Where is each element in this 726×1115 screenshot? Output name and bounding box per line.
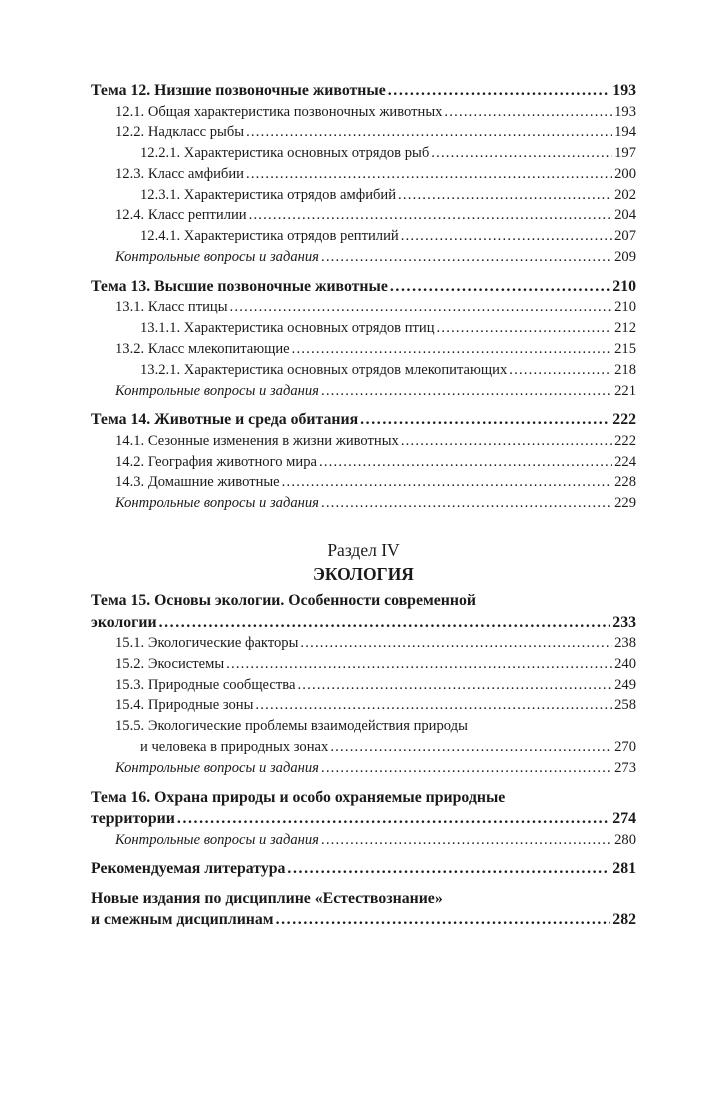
toc-entry[interactable]: [91, 207, 636, 228]
dot-leader: [330, 739, 612, 756]
dot-leader: [444, 104, 612, 121]
toc-topic-heading[interactable]: [91, 810, 636, 832]
dot-leader: [159, 614, 611, 632]
toc-entry[interactable]: [91, 656, 636, 677]
dot-leader: [246, 166, 612, 183]
page-number: 228: [614, 474, 636, 491]
entry-title: Тема 14. Животные и среда обитания: [91, 411, 359, 429]
entry-title: Контрольные вопросы и задания: [115, 759, 319, 776]
dot-leader: [321, 760, 612, 777]
page-number: 197: [614, 145, 636, 162]
entry-title: 13.2.1. Характеристика основных отрядов млекопитающих: [140, 361, 508, 378]
entry-title: 15.4. Природные зоны: [115, 697, 254, 714]
entry-title: 13.1.1. Характеристика основных отрядов птиц: [140, 320, 435, 337]
toc-topic: [91, 789, 636, 853]
entry-title: и человека в природных зонах: [140, 739, 329, 756]
entry-title: 15.2. Экосистемы: [115, 655, 225, 672]
page-number: 221: [614, 382, 636, 399]
page-number: 212: [614, 320, 636, 337]
dot-leader: [282, 474, 612, 491]
dot-leader: [276, 911, 611, 929]
page-number: 249: [614, 676, 636, 693]
toc-topic-heading[interactable]: [91, 890, 636, 912]
part-heading: [91, 538, 636, 586]
page-number: 207: [614, 228, 636, 245]
entry-title: Тема 16. Охрана природы и особо охраняемые природные: [91, 788, 506, 806]
page-number: 240: [614, 655, 636, 672]
entry-title: Тема 12. Низшие позвоночные животные: [91, 82, 386, 99]
dot-leader: [390, 278, 610, 296]
dot-leader: [431, 145, 612, 162]
toc-topic-heading[interactable]: [91, 911, 636, 933]
page-number: 229: [614, 495, 636, 512]
dot-leader: [509, 362, 612, 379]
toc-entry[interactable]: [91, 341, 636, 362]
page-number: 281: [612, 860, 636, 878]
toc-topic-heading[interactable]: [91, 82, 636, 104]
toc-entry[interactable]: [91, 760, 636, 781]
entry-title: 12.1. Общая характеристика позвоночных животных: [115, 103, 443, 120]
entry-title: 12.3. Класс амфибии: [115, 165, 244, 182]
toc-topic: [91, 411, 636, 516]
toc-topic: [91, 278, 636, 403]
toc-entry[interactable]: [91, 145, 636, 166]
toc-entry[interactable]: [91, 697, 636, 718]
toc-entry[interactable]: [91, 187, 636, 208]
dot-leader: [401, 433, 612, 450]
dot-leader: [300, 635, 612, 652]
part-title: ЭКОЛОГИЯ: [313, 564, 414, 585]
toc-entry[interactable]: [91, 383, 636, 404]
entry-title: 13.2. Класс млекопитающие: [115, 340, 290, 357]
page-number: 274: [612, 810, 636, 828]
entry-title: Тема 15. Основы экологии. Особенности современной: [91, 592, 476, 610]
dot-leader: [321, 832, 612, 849]
toc-entry[interactable]: [91, 718, 636, 739]
page-number: 273: [614, 759, 636, 776]
dot-leader: [360, 411, 610, 429]
page-number: 224: [614, 453, 636, 470]
toc-entry[interactable]: [91, 495, 636, 516]
dot-leader: [401, 228, 612, 245]
page-number: 204: [614, 207, 636, 224]
toc-topic: [91, 890, 636, 933]
toc-entry[interactable]: [91, 104, 636, 125]
toc-topic-heading[interactable]: [91, 278, 636, 300]
entry-title: экологии: [91, 613, 157, 631]
page-number: 193: [612, 82, 636, 99]
toc-topic: [91, 82, 636, 270]
toc-topic-heading[interactable]: [91, 860, 636, 882]
entry-title: 13.1. Класс птицы: [115, 299, 228, 316]
toc-topic: [91, 860, 636, 882]
toc-topic-heading[interactable]: [91, 592, 636, 614]
page-number: 193: [614, 103, 636, 120]
toc-entry[interactable]: [91, 635, 636, 656]
toc-topic-heading[interactable]: [91, 614, 636, 636]
entry-title: 12.4.1. Характеристика отрядов рептилий: [140, 228, 399, 245]
page-number: 222: [614, 432, 636, 449]
page-number: 194: [614, 124, 636, 141]
entry-title: 14.3. Домашние животные: [115, 474, 280, 491]
toc-entry[interactable]: [91, 362, 636, 383]
toc-topic-heading[interactable]: [91, 411, 636, 433]
entry-title: Контрольные вопросы и задания: [115, 249, 319, 266]
entry-title: 12.2. Надкласс рыбы: [115, 124, 245, 141]
toc-entry[interactable]: [91, 124, 636, 145]
page-number: 202: [614, 186, 636, 203]
entry-title: территории: [91, 810, 175, 828]
page-number: 215: [614, 340, 636, 357]
table-of-contents: [91, 82, 636, 941]
dot-leader: [230, 299, 613, 316]
toc-entry[interactable]: [91, 166, 636, 187]
entry-title: Новые издания по дисциплине «Естествознание»: [91, 889, 443, 907]
entry-title: Контрольные вопросы и задания: [115, 382, 319, 399]
page-number: 233: [612, 613, 636, 631]
entry-title: Тема 13. Высшие позвоночные животные: [91, 277, 388, 295]
dot-leader: [292, 341, 612, 358]
toc-entry[interactable]: [91, 433, 636, 454]
entry-title: 15.1. Экологические факторы: [115, 635, 299, 652]
entry-title: 14.1. Сезонные изменения в жизни животных: [115, 432, 399, 449]
toc-topic: [91, 592, 636, 781]
page-number: 282: [612, 911, 636, 929]
toc-entry[interactable]: [91, 320, 636, 341]
dot-leader: [255, 697, 612, 714]
dot-leader: [319, 454, 612, 471]
page-number: 280: [614, 831, 636, 848]
dot-leader: [321, 383, 612, 400]
entry-title: и смежным дисциплинам: [91, 911, 274, 929]
entry-title: 15.3. Природные сообщества: [115, 676, 296, 693]
page-number: 218: [614, 361, 636, 378]
page-number: 200: [614, 165, 636, 182]
page-number: 238: [614, 635, 636, 652]
dot-leader: [398, 187, 612, 204]
toc-entry[interactable]: [91, 832, 636, 853]
toc-entry[interactable]: [91, 739, 636, 760]
entry-title: Рекомендуемая литература: [91, 860, 286, 878]
dot-leader: [226, 656, 612, 673]
dot-leader: [437, 320, 613, 337]
toc-entry[interactable]: [91, 299, 636, 320]
entry-title: Контрольные вопросы и задания: [115, 495, 319, 512]
toc-topic-heading[interactable]: [91, 789, 636, 811]
part-label: Раздел IV: [327, 540, 400, 561]
dot-leader: [177, 810, 610, 828]
page-number: 258: [614, 697, 636, 714]
entry-title: 15.5. Экологические проблемы взаимодействия природы: [115, 718, 468, 735]
toc-entry[interactable]: [91, 454, 636, 475]
toc-entry[interactable]: [91, 228, 636, 249]
page-number: 222: [612, 411, 636, 429]
toc-entry[interactable]: [91, 474, 636, 495]
dot-leader: [388, 82, 611, 100]
entry-title: 12.2.1. Характеристика основных отрядов рыб: [140, 145, 430, 162]
page-number: 210: [612, 277, 636, 295]
dot-leader: [297, 677, 612, 694]
page-number: 210: [614, 299, 636, 316]
entry-title: 14.2. География животного мира: [115, 453, 317, 470]
toc-entry[interactable]: [91, 677, 636, 698]
dot-leader: [321, 495, 612, 512]
entry-title: 12.4. Класс рептилии: [115, 207, 247, 224]
dot-leader: [287, 860, 610, 878]
page-number: 270: [614, 739, 636, 756]
entry-title: Контрольные вопросы и задания: [115, 831, 319, 848]
dot-leader: [246, 124, 612, 141]
page-number: 209: [614, 249, 636, 266]
dot-leader: [249, 207, 613, 224]
entry-title: 12.3.1. Характеристика отрядов амфибий: [140, 186, 397, 203]
toc-entry[interactable]: [91, 249, 636, 270]
dot-leader: [321, 249, 612, 266]
